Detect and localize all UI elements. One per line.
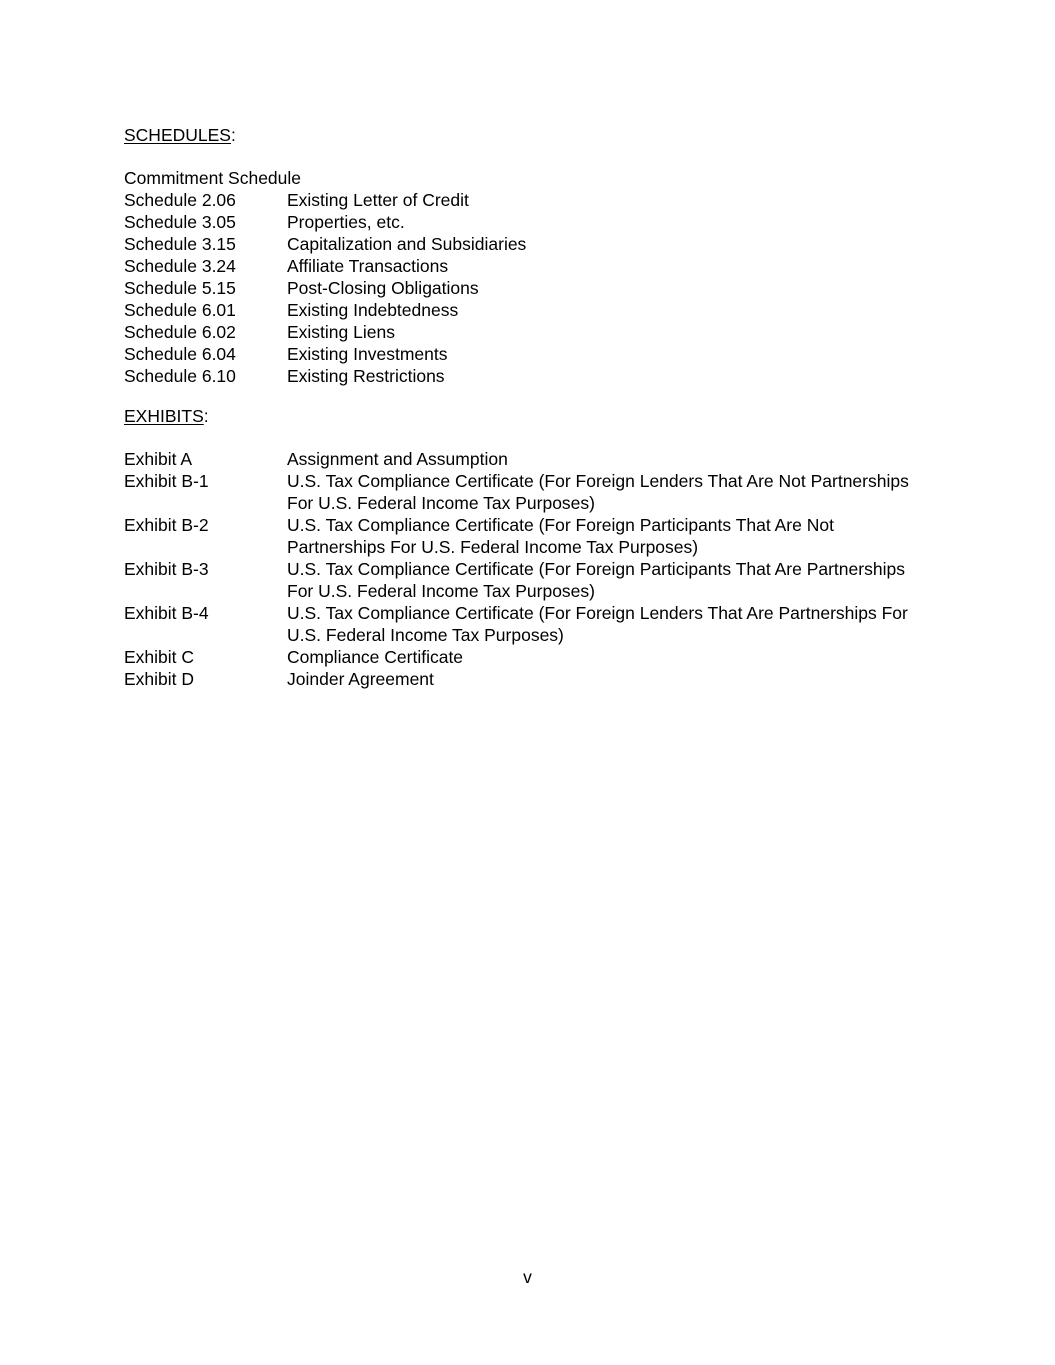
schedules-heading bbox=[124, 124, 236, 146]
list-item bbox=[124, 343, 924, 365]
exhibit-code: Exhibit A bbox=[124, 449, 193, 469]
exhibit-title: U.S. Tax Compliance Certificate (For Foreign Participants That Are Not Partnerships For U.S. Federal Income Tax Purposes) bbox=[287, 515, 834, 557]
list-item bbox=[124, 233, 924, 255]
schedule-code: Schedule 6.04 bbox=[124, 344, 236, 364]
list-item bbox=[124, 470, 924, 514]
list-item bbox=[124, 514, 924, 558]
list-item bbox=[124, 668, 924, 690]
exhibit-code: Exhibit B-4 bbox=[124, 603, 209, 623]
list-item bbox=[124, 365, 924, 387]
exhibit-title: U.S. Tax Compliance Certificate (For Foreign Lenders That Are Not Partnerships For U.S. Federal Income Tax Purposes) bbox=[287, 471, 909, 513]
exhibit-title: U.S. Tax Compliance Certificate (For Foreign Lenders That Are Partnerships For U.S. Federal Income Tax Purposes) bbox=[287, 603, 908, 645]
schedule-code: Schedule 3.05 bbox=[124, 212, 236, 232]
exhibits-heading-colon: : bbox=[203, 406, 209, 426]
exhibit-title: U.S. Tax Compliance Certificate (For Foreign Participants That Are Partnerships For U.S. Federal Income Tax Purposes) bbox=[287, 559, 905, 601]
schedules-heading-label: SCHEDULES bbox=[124, 125, 231, 145]
schedule-code: Schedule 6.01 bbox=[124, 300, 236, 320]
list-item bbox=[124, 646, 924, 668]
schedules-list bbox=[124, 167, 924, 387]
schedules-heading-colon: : bbox=[230, 125, 236, 145]
schedule-title: Existing Restrictions bbox=[287, 366, 445, 386]
commitment-schedule: Commitment Schedule bbox=[124, 168, 302, 188]
exhibit-code: Exhibit B-2 bbox=[124, 515, 209, 535]
schedule-title: Existing Indebtedness bbox=[287, 300, 459, 320]
schedule-title: Post-Closing Obligations bbox=[287, 278, 479, 298]
list-item bbox=[124, 321, 924, 343]
schedule-title: Properties, etc. bbox=[287, 212, 405, 232]
exhibits-heading bbox=[124, 405, 209, 427]
list-item bbox=[124, 211, 924, 233]
schedule-code: Schedule 3.24 bbox=[124, 256, 236, 276]
exhibit-title: Assignment and Assumption bbox=[287, 449, 508, 469]
schedule-title: Existing Letter of Credit bbox=[287, 190, 469, 210]
list-item bbox=[124, 255, 924, 277]
schedule-code: Schedule 6.10 bbox=[124, 366, 236, 386]
exhibit-code: Exhibit D bbox=[124, 669, 195, 689]
list-item bbox=[124, 558, 924, 602]
list-item bbox=[124, 189, 924, 211]
page-number: v bbox=[523, 1267, 532, 1287]
exhibit-title: Compliance Certificate bbox=[287, 647, 464, 667]
schedule-title: Affiliate Transactions bbox=[287, 256, 449, 276]
schedule-code: Schedule 3.15 bbox=[124, 234, 236, 254]
list-item bbox=[124, 602, 924, 646]
schedule-code: Schedule 5.15 bbox=[124, 278, 236, 298]
list-item bbox=[124, 299, 924, 321]
exhibit-title: Joinder Agreement bbox=[287, 669, 434, 689]
exhibits-list bbox=[124, 448, 924, 690]
schedule-title: Existing Liens bbox=[287, 322, 395, 342]
schedule-title: Capitalization and Subsidiaries bbox=[287, 234, 527, 254]
list-item bbox=[124, 277, 924, 299]
schedule-code: Schedule 2.06 bbox=[124, 190, 236, 210]
exhibit-code: Exhibit B-3 bbox=[124, 559, 209, 579]
list-item bbox=[124, 448, 924, 470]
exhibit-code: Exhibit C bbox=[124, 647, 195, 667]
schedule-title: Existing Investments bbox=[287, 344, 448, 364]
exhibits-heading-label: EXHIBITS bbox=[124, 406, 204, 426]
exhibit-code: Exhibit B-1 bbox=[124, 471, 209, 491]
schedule-code: Schedule 6.02 bbox=[124, 322, 236, 342]
list-item bbox=[124, 167, 924, 189]
